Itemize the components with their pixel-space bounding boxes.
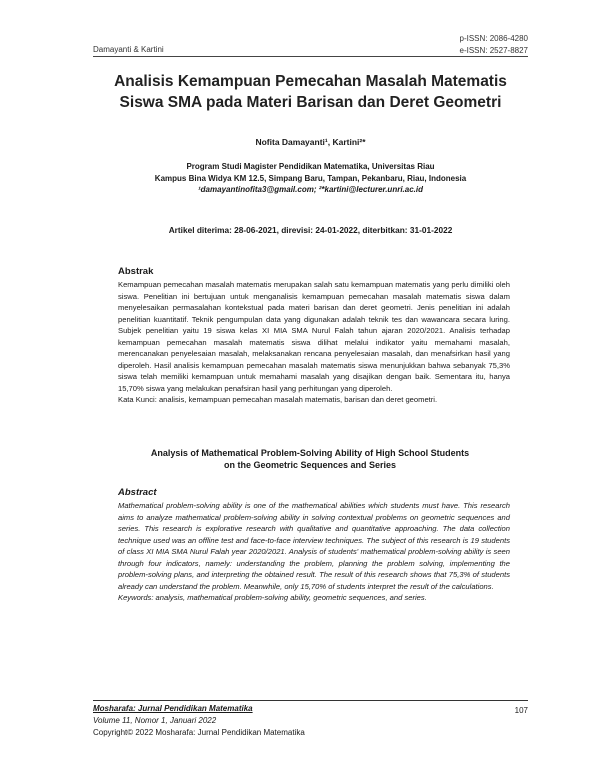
article-dates: Artikel diterima: 28-06-2021, direvisi: 24-01-2022, diterbitkan: 31-01-2022 — [168, 225, 453, 235]
issn-block — [460, 33, 529, 57]
running-head: Damayanti & Kartini — [93, 45, 164, 54]
abstrak-keywords: Kata Kunci: analisis, kemampuan pemecahan masalah matematis, barisan dan deret geometri. — [118, 395, 438, 404]
page-number: 107 — [514, 706, 528, 715]
abstrak-heading: Abstrak — [118, 266, 154, 277]
footer-rule — [93, 700, 528, 701]
title-line-1: Analisis Kemampuan Pemecahan Masalah Matematis — [114, 73, 507, 90]
abstract-heading: Abstract — [118, 487, 157, 498]
english-title — [110, 447, 510, 471]
header-rule — [93, 56, 528, 57]
article-title — [93, 71, 528, 113]
author-emails: ¹damayantinofita3@gmail.com; ²*kartini@lecturer.unri.ac.id — [198, 185, 423, 194]
pissn: p-ISSN: 2086-4280 — [459, 34, 528, 43]
affiliation-line-1: Program Studi Magister Pendidikan Matematika, Universitas Riau — [186, 162, 435, 171]
journal-volume: Volume 11, Nomor 1, Januari 2022 — [93, 716, 217, 725]
footer — [93, 703, 305, 739]
abstrak-body: Kemampuan pemecahan masalah matematis merupakan salah satu kemampuan matematis yang perlu dimiliki oleh siswa. Penelitian ini bertujuan untuk menganalisis kemampuan pemecahan masalah matematis siswa dalam menyelesaikan permasalahan kontekstual pada materi barisan dan deret geometri. Jenis penelitian ini adalah penelitian kuantitatif. Teknik pengumpulan data yang digunakan adalah teknik tes dan wawancara secara luring. Subjek penelitian yaitu 19 siswa kelas XI MIA SMA Nurul Falah tahun ajaran 2020/2021. Analisis terhadap kemampuan pemecahan masalah matematis siswa dilihat melalui indikator yaitu memahami masalah, merencanakan penyelesaian masalah, melaksanakan rencana penyelesaian masalah, dan menafsirkan hasil yang diperoleh. Hasil analisis kemampuan pemecahan masalah matematis siswa menunjukkan bahwa sebanyak 75,3% siswa telah memiliki kemampuan untuk memahami masalah yang disajikan dengan baik. Sementara itu, hanya 15,70% siswa yang melakukan penafsiran hasil yang perhitungan yang diperoleh. — [118, 280, 510, 393]
journal-name: Mosharafa: Jurnal Pendidikan Matematika — [93, 704, 253, 713]
copyright: Copyright© 2022 Mosharafa: Jurnal Pendidikan Matematika — [93, 728, 305, 737]
affiliation — [93, 161, 528, 196]
eissn: e-ISSN: 2527-8827 — [459, 46, 528, 55]
abstract-body: Mathematical problem-solving ability is one of the mathematical abilities which students must have. This research aims to analyze mathematical problem-solving ability in solving contextual problems on geometric sequences and series. This research is explorative research with qualitative and quantitative approaching. The data collection technique used was an offline test and face-to-face interview techniques. The subject of this research is 19 students of class XI MIA SMA Nurul Falah year 2020/2021. Analysis of students' mathematical problem-solving ability is seen through four indicators, namely: understanding the problem, planning the problem solving, implementing the problem-solving plans, and interpreting the obtained result. The result of this research shows that 75,3% of students already can understand the problem. Meanwhile, only 15,70% of students interpret the result of the calculations. — [118, 501, 510, 591]
authors: Nofita Damayanti¹, Kartini²* — [255, 137, 366, 147]
english-title-line-2: on the Geometric Sequences and Series — [223, 460, 397, 470]
abstract-section — [118, 500, 510, 604]
title-line-2: Siswa SMA pada Materi Barisan dan Deret Geometri — [119, 94, 502, 111]
affiliation-line-2: Kampus Bina Widya KM 12.5, Simpang Baru, Tampan, Pekanbaru, Riau, Indonesia — [154, 173, 467, 183]
abstract-keywords: Keywords: analysis, mathematical problem-solving ability, geometric sequences, and series. — [118, 593, 427, 602]
abstrak-section — [118, 279, 510, 406]
english-title-line-1: Analysis of Mathematical Problem-Solving Ability of High School Students — [150, 448, 470, 458]
